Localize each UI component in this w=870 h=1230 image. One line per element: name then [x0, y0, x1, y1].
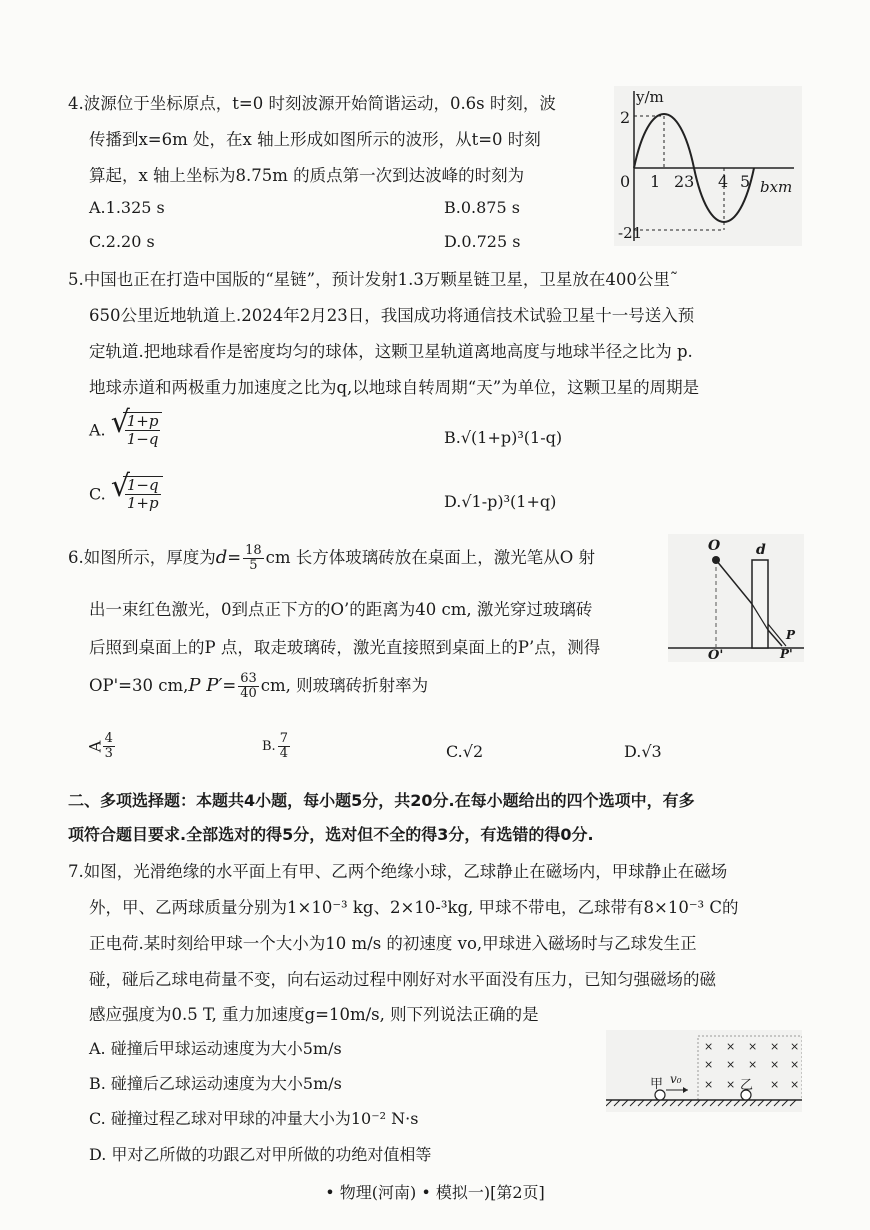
q6-option-a-num: 4 — [104, 731, 113, 746]
q6-option-b-frac — [278, 732, 290, 761]
q4-tick-4: 5 — [740, 172, 751, 191]
q7-option-a: A. 碰撞后甲球运动速度为大小5m/s — [89, 1039, 342, 1058]
q7-fig-jia: 甲 — [650, 1077, 664, 1092]
field-cross: × — [726, 1078, 736, 1091]
q5-option-c-num: 1−q — [126, 476, 159, 494]
q4-wave-figure — [614, 86, 802, 246]
q6-d-eq: = — [227, 548, 242, 567]
q6-pp-var: P P′ — [188, 675, 223, 696]
q6-pp-num: 63 — [240, 671, 257, 686]
q6-pp-den: 40 — [240, 686, 257, 701]
q4-wave-svg — [614, 86, 802, 246]
q4-ylabel: y/m — [636, 88, 664, 106]
q5-option-c-sqrt: √ $\frac{1-q}{1+p}$ — [111, 476, 163, 512]
field-cross: × — [770, 1040, 780, 1053]
field-cross: × — [790, 1040, 800, 1053]
q4-line-2: 传播到x=6m 处，在x 轴上形成如图所示的波形，从t=0 时刻 — [89, 130, 541, 149]
field-cross: × — [726, 1040, 736, 1053]
q6-line-1 — [68, 544, 595, 573]
q6-line-1-pre: 6.如图所示，厚度为 — [68, 548, 216, 567]
q6-line-1-post: cm 长方体玻璃砖放在桌面上，激光笔从O 射 — [265, 548, 596, 567]
laser-beam-direct — [768, 624, 786, 646]
q6-option-a-frac — [103, 732, 115, 761]
q5-option-a-num: 1+p — [126, 412, 159, 430]
q6-fig-d: d — [756, 542, 766, 558]
q5-line-2: 650公里近地轨道上.2024年2月23日，我国成功将通信技术试验卫星十一号送入预 — [89, 306, 695, 325]
q6-glass-svg — [668, 534, 804, 662]
q7-line-4: 碰，碰后乙球电荷量不变，向右运动过程中刚好对水平面没有压力，已知匀强磁场的磁 — [89, 970, 716, 989]
q4-line-3: 算起，x 轴上坐标为8.75m 的质点第一次到达波峰的时刻为 — [89, 166, 525, 185]
field-cross: × — [770, 1078, 780, 1091]
q6-line-4-post: cm, 则玻璃砖折射率为 — [260, 676, 429, 695]
q6-option-b-label: B. — [262, 739, 276, 754]
field-cross: × — [704, 1058, 714, 1071]
q4-origin: 0 — [620, 172, 631, 191]
q6-glass-figure — [668, 534, 804, 662]
q4-y-top: 2 — [620, 108, 631, 127]
q6-option-a-label: A — [85, 740, 105, 753]
q4-line-1: 4.波源位于坐标原点，t=0 时刻波源开始简谐运动，0.6s 时刻，波 — [68, 94, 556, 113]
ground-hatch — [606, 1100, 796, 1106]
section2-line-1: 二、多项选择题：本题共4小题，每小题5分，共20分.在每小题给出的四个选项中，有多 — [68, 791, 695, 810]
q7-magnet-figure — [606, 1030, 802, 1112]
q7-option-c: C. 碰撞过程乙球对甲球的冲量大小为10⁻² N·s — [89, 1109, 419, 1128]
field-cross: × — [770, 1058, 780, 1071]
q6-option-d: D.√3 — [624, 742, 662, 761]
q5-option-c — [89, 469, 163, 512]
q6-option-a — [85, 731, 117, 761]
q4-tick-1: 1 — [650, 172, 661, 191]
q6-d-frac — [243, 544, 264, 573]
q7-option-d: D. 甲对乙所做的功跟乙对甲所做的功绝对值相等 — [89, 1145, 432, 1164]
q5-option-a-sqrt: √ $\frac{1+p}{1-q}$ — [111, 412, 163, 448]
q6-pp-eq: = — [222, 676, 237, 695]
q4-tick-2: 23 — [674, 172, 695, 191]
q6-option-b-num: 7 — [279, 731, 288, 746]
field-cross: × — [748, 1040, 758, 1053]
q5-option-c-label: C. — [89, 484, 106, 504]
q4-tick-3: 4 — [718, 172, 729, 191]
q7-option-b: B. 碰撞后乙球运动速度为大小5m/s — [89, 1074, 342, 1093]
section2-line-2: 项符合题目要求.全部选对的得5分，选对但不全的得3分，有选错的得0分. — [68, 825, 594, 844]
q7-line-2: 外，甲、乙两球质量分别为1×10⁻³ kg、2×10-³kg, 甲球不带电，乙球带有8×10⁻³ C的 — [89, 898, 739, 917]
glass-brick — [752, 560, 768, 648]
q6-fig-o: O — [708, 538, 721, 554]
q6-line-4-pre: OP'=30 cm, — [89, 676, 189, 695]
q5-line-1: 5.中国也正在打造中国版的“星链”，预计发射1.3万颗星链卫星，卫星放在400公里˜ — [68, 270, 679, 289]
q4-xlabel: bxm — [760, 178, 793, 196]
q4-option-b: B.0.875 s — [444, 198, 520, 217]
field-cross: × — [748, 1058, 758, 1071]
q5-option-d: D.√1-p)³(1+q) — [444, 492, 557, 511]
q6-d-den: 5 — [249, 558, 258, 573]
q5-line-4: 地球赤道和两极重力加速度之比为q,以地球自转周期“天”为单位，这颗卫星的周期是 — [89, 378, 700, 397]
page-footer: • 物理(河南) • 模拟一)[第2页] — [325, 1183, 545, 1202]
field-cross: × — [704, 1040, 714, 1053]
velocity-arrowhead — [683, 1087, 688, 1093]
q6-option-a-den: 3 — [104, 746, 113, 761]
q7-line-5: 感应强度为0.5 T, 重力加速度g=10m/s, 则下列说法正确的是 — [89, 1005, 539, 1024]
q6-fig-o-prime: O' — [708, 648, 724, 663]
q5-option-a-label: A. — [89, 420, 106, 440]
q6-line-2: 出一束红色激光，0到点正下方的O’的距离为40 cm, 激光穿过玻璃砖 — [89, 600, 593, 619]
q5-option-c-den: 1+p — [126, 494, 159, 512]
q6-line-3: 后照到桌面上的P 点，取走玻璃砖，激光直接照到桌面上的P’点，测得 — [89, 638, 601, 657]
field-cross: × — [704, 1078, 714, 1091]
q6-d-var: d — [215, 547, 228, 568]
q7-fig-yi: 乙 — [740, 1078, 754, 1093]
q5-option-b: B.√(1+p)³(1-q) — [444, 428, 563, 447]
q5-line-3: 定轨道.把地球看作是密度均匀的球体，这颗卫星轨道离地高度与地球半径之比为 p. — [89, 342, 693, 361]
field-cross: × — [790, 1058, 800, 1071]
field-cross: × — [726, 1058, 736, 1071]
q4-option-a: A.1.325 s — [89, 198, 165, 217]
q6-d-num: 18 — [245, 543, 262, 558]
q4-option-c: C.2.20 s — [89, 232, 155, 251]
field-cross: × — [790, 1078, 800, 1091]
q5-option-a — [89, 405, 162, 448]
laser-beam-in — [716, 560, 752, 604]
q7-fig-v0: v₀ — [670, 1072, 682, 1086]
q7-line-3: 正电荷.某时刻给甲球一个大小为10 m/s 的初速度 vo,甲球进入磁场时与乙球发生正 — [89, 934, 697, 953]
q6-pp-frac — [238, 672, 259, 701]
q6-line-4 — [89, 672, 428, 701]
q6-option-c: C.√2 — [446, 742, 484, 761]
q7-line-1: 7.如图，光滑绝缘的水平面上有甲、乙两个绝缘小球，乙球静止在磁场内，甲球静止在磁场 — [68, 862, 728, 881]
q6-fig-p: P — [786, 628, 796, 642]
q6-option-b-den: 4 — [279, 746, 288, 761]
q6-fig-p-prime: P' — [780, 647, 793, 661]
q4-y-bottom: -21 — [618, 224, 643, 242]
q4-option-d: D.0.725 s — [444, 232, 521, 251]
q6-option-b — [262, 732, 292, 761]
q5-option-a-den: 1−q — [126, 430, 159, 448]
